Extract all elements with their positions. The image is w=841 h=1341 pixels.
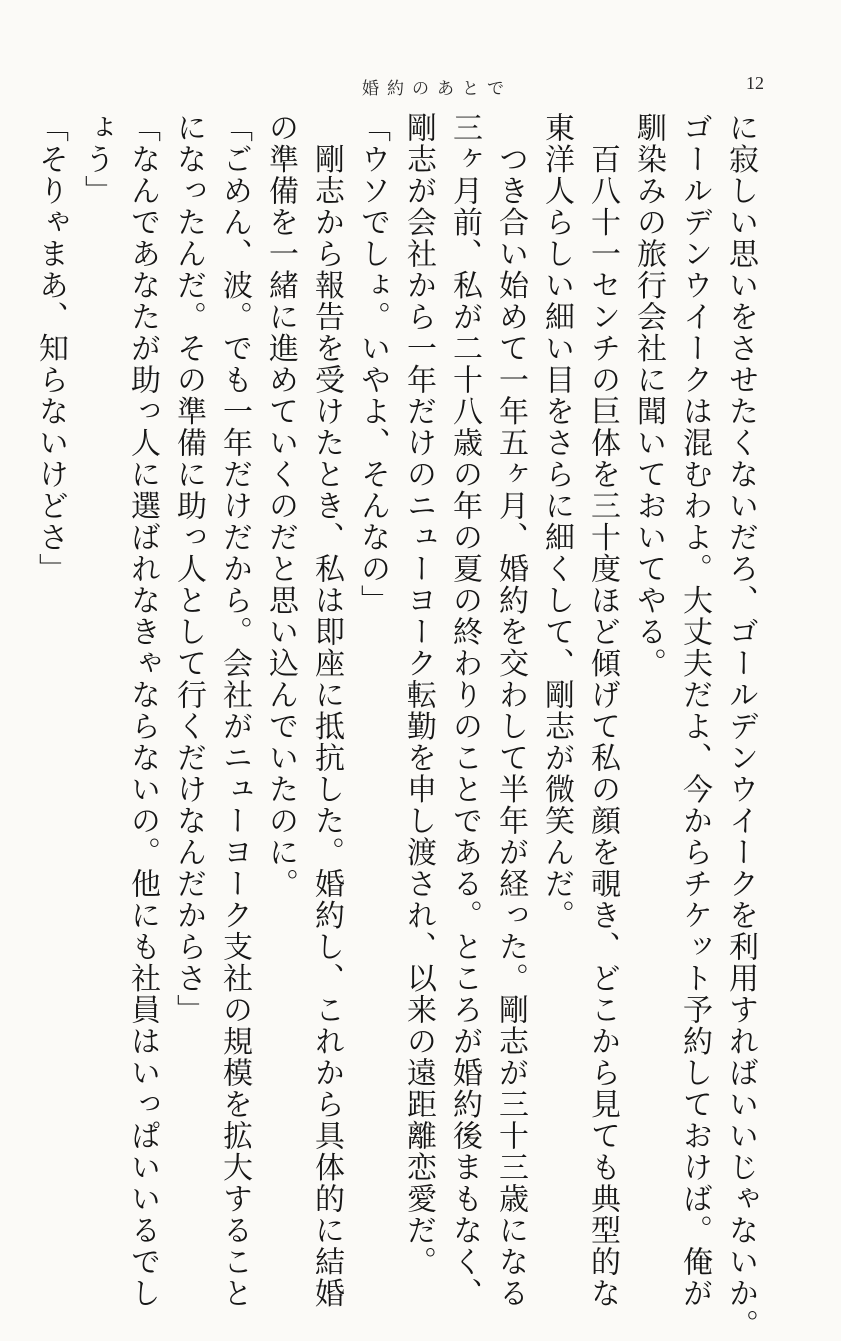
text-line: つき合い始めて一年五ヶ月、婚約を交わして半年が経った。剛志が三十三歳になる [493, 112, 528, 1309]
body-text [27, 112, 763, 1341]
text-line: 「なんであなたが助っ人に選ばれなきゃならないの。他にも社員はいっぱいいるでし [125, 112, 160, 1309]
text-line: ゴールデンウイークは混むわよ。大丈夫だよ、今からチケット予約しておけば。俺が [677, 112, 712, 1309]
page-number: 12 [746, 73, 764, 93]
text-line: 馴染みの旅行会社に聞いておいてやる。 [631, 112, 666, 679]
text-line: 「ウソでしょ。いやよ、そんなの」 [355, 112, 390, 616]
text-line: 「ごめん、波。でも一年だけだから。会社がニューヨーク支社の規模を拡大すること [217, 112, 252, 1309]
text-line: の準備を一緒に進めていくのだと思い込んでいたのに。 [263, 112, 298, 900]
text-line: に寂しい思いをさせたくないだろ、ゴールデンウイークを利用すればいいじゃないか。 [723, 112, 758, 1341]
text-line: 百八十一センチの巨体を三十度ほど傾げて私の顔を覗き、どこから見ても典型的な [585, 112, 620, 1309]
text-line: になったんだ。その準備に助っ人として行くだけなんだからさ」 [171, 112, 206, 1026]
text-line: 三ヶ月前、私が二十八歳の年の夏の終わりのことである。ところが婚約後まもなく、 [447, 112, 482, 1309]
running-head-title: 婚約のあとで [362, 79, 512, 99]
text-line: 剛志から報告を受けたとき、私は即座に抵抗した。婚約し、これから具体的に結婚 [309, 112, 344, 1309]
text-line: 東洋人らしい細い目をさらに細くして、剛志が微笑んだ。 [539, 112, 574, 931]
text-line: ょう」 [79, 112, 114, 207]
text-line: 剛志が会社から一年だけのニューヨーク転勤を申し渡され、以来の遠距離恋愛だ。 [401, 112, 436, 1278]
text-line: 「そりゃまあ、知らないけどさ」 [33, 112, 68, 585]
